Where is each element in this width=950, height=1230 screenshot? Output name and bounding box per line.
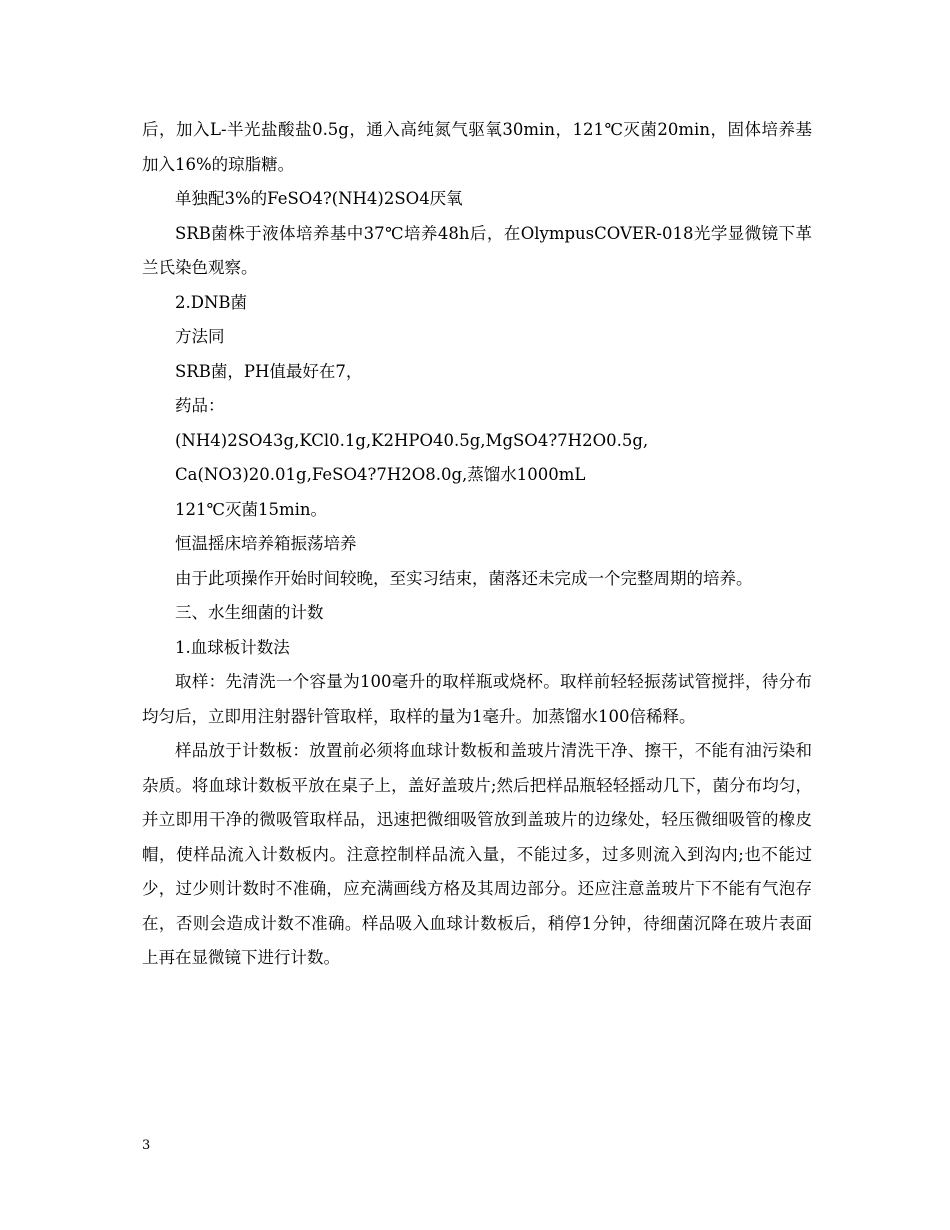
paragraph-shaker: 恒温摇床培养箱振荡培养 — [175, 534, 357, 553]
paragraph-sterilize: 121℃灭菌15min。 — [175, 499, 327, 519]
paragraph-feso4: 单独配3%的FeSO4?(NH4)2SO4厌氧 — [175, 189, 463, 208]
paragraph-method: 方法同 — [175, 327, 225, 346]
page-number: 3 — [142, 1138, 151, 1153]
paragraph-sampling: 取样：先清洗一个容量为100毫升的取样瓶或烧杯。取样前轻轻振荡试管搅拌，待分布均匀后，立即用注射器针管取样，取样的量为1毫升。加蒸馏水100倍稀释。 — [142, 672, 812, 726]
paragraph-reagents-label: 药品： — [175, 396, 225, 415]
paragraph-late-start: 由于此项操作开始时间较晚，至实习结束，菌落还未完成一个完整周期的培养。 — [175, 568, 753, 588]
paragraph-continuation: 后，加入L-半光盐酸盐0.5g，通入高纯氮气驱氧30min，121℃灭菌20min，固体培养基加入16%的琼脂糖。 — [142, 120, 812, 174]
heading-hemocytometer: 1.血球板计数法 — [175, 637, 290, 657]
document-body — [142, 113, 812, 976]
paragraph-counting-plate: 样品放于计数板：放置前必须将血球计数板和盖玻片清洗干净、擦干，不能有油污染和杂质。将血球计数板平放在桌子上，盖好盖玻片;然后把样品瓶轻轻摇动几下，菌分布均匀，并立即用干净的微吸管取样品，迅速把微细吸管放到盖玻片的边缘处，轻压微细吸管的橡皮帽，使样品流入计数板内。注意控制样品流入量，不能过多，过多则流入到沟内;也不能过少，过少则计数时不准确，应充满画线方格及其周边部分。还应注意盖玻片下不能有气泡存在，否则会造成计数不准确。样品吸入血球计数板后，稍停1分钟，待细菌沉降在玻片表面上再在显微镜下进行计数。 — [142, 741, 812, 967]
paragraph-reagents-line-2: Ca(NO3)20.01g,FeSO4?7H2O8.0g,蒸馏水1000mL — [175, 465, 586, 484]
paragraph-reagents-line-1: (NH4)2SO43g,KCl0.1g,K2HPO40.5g,MgSO4?7H2O0.5g, — [175, 430, 649, 450]
paragraph-ph: SRB菌，PH值最好在7， — [175, 361, 363, 381]
paragraph-srb-culture: SRB菌株于液体培养基中37℃培养48h后，在OlympusCOVER-018光学显微镜下革兰氏染色观察。 — [142, 223, 812, 277]
heading-dnb: 2.DNB菌 — [175, 292, 248, 312]
heading-section-three: 三、水生细菌的计数 — [175, 603, 324, 622]
